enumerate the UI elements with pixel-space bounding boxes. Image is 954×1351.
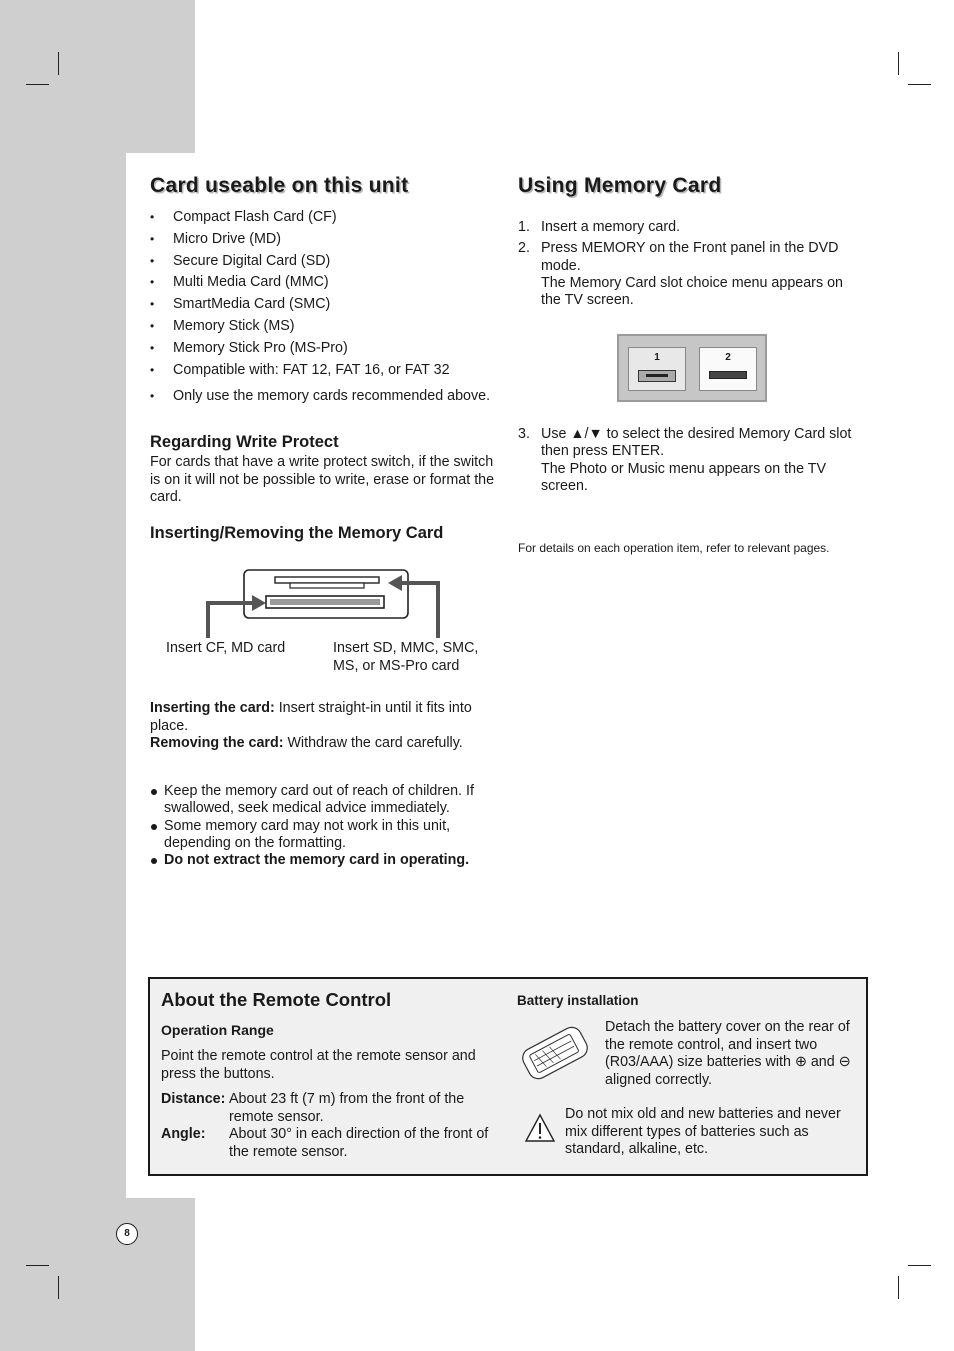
crop-mark [908,1265,931,1266]
inserting-text: Insert straight-in until it fits into place. [150,700,472,734]
crop-mark [908,84,931,85]
step-number: 2. [518,240,530,257]
list-item: • SmartMedia Card (SMC) [150,294,500,316]
list-item: • Micro Drive (MD) [150,229,500,251]
distance-label: Distance: [161,1091,226,1107]
warning-icon [524,1113,556,1143]
steps-list-continued [518,426,858,499]
list-item: Keep the memory card out of reach of children. If swallowed, seek medical advice immediately. [150,783,485,818]
using-memory-card-heading: Using Memory Card [518,174,722,197]
only-use-note [150,386,510,408]
step-item [518,240,858,309]
battery-installation-title: Battery installation [517,993,639,1008]
battery-compartment-icon [519,1023,591,1083]
removing-label: Removing the card: [150,735,284,751]
step-note: The Memory Card slot choice menu appears on the TV screen. [541,274,843,309]
step-number: 1. [518,219,530,235]
distance-text: About 23 ft (7 m) from the front of the remote sensor. [229,1091,465,1125]
step-text: Press MEMORY on the Front panel in the DVD mode. [541,240,839,274]
crop-mark [898,1276,899,1299]
list-item: Do not extract the memory card in operating. [150,852,485,869]
step-item [518,426,858,495]
card-slot-diagram [200,566,450,642]
crop-mark [26,1265,49,1266]
slot-choice-menu [617,334,767,402]
steps-list [518,219,858,313]
step-text: Insert a memory card. [541,219,681,235]
sd-slot-icon [709,371,747,379]
insert-remove-instructions [150,700,495,753]
inserting-label: Inserting the card: [150,700,275,716]
remote-control-box [148,977,868,1176]
removing-text: Withdraw the card carefully. [283,735,463,751]
list-item: • Memory Stick Pro (MS-Pro) [150,338,500,360]
card-usable-heading: Card useable on this unit [150,174,409,197]
remote-title: About the Remote Control [161,989,392,1010]
list-item: • Compatible with: FAT 12, FAT 16, or FAT 32 [150,360,500,382]
step-item [518,219,858,236]
page-number: 8 [116,1223,138,1245]
cf-slot-icon [638,370,676,382]
sidebar-background-top [0,0,195,153]
slot-number: 2 [725,352,731,363]
inserting-title: Inserting/Removing the Memory Card [150,524,444,542]
insert-cf-label: Insert CF, MD card [166,640,286,656]
list-item: • Multi Media Card (MMC) [150,272,500,294]
battery-warning-text: Do not mix old and new batteries and never mix different types of batteries such as standard, alkaline, etc. [565,1106,841,1157]
list-item: • Compact Flash Card (CF) [150,207,500,229]
list-item: • Memory Stick (MS) [150,316,500,338]
crop-mark [58,1276,59,1299]
slot-option-2[interactable] [699,347,757,391]
angle-label: Angle: [161,1126,206,1142]
battery-installation-text: Detach the battery cover on the rear of the remote control, and insert two (R03/AAA) size batteries with ⊕ and ⊖ aligned correctly. [605,1019,851,1088]
crop-mark [898,52,899,75]
step-note: The Photo or Music menu appears on the TV screen. [541,460,827,494]
compatible-card-list [150,207,500,381]
slot-option-1[interactable] [628,347,686,391]
list-item: Some memory card may not work in this unit, depending on the formatting. [150,818,485,853]
operation-range-title: Operation Range [161,1022,274,1038]
write-protect-text: For cards that have a write protect switch, if the switch is on it will not be possible to write, erase or format the card. [150,454,495,505]
write-protect-title: Regarding Write Protect [150,433,339,451]
insert-sd-label: Insert SD, MMC, SMC, MS, or MS-Pro card [333,640,479,674]
sidebar-background-left [0,153,126,1198]
details-note: For details on each operation item, refer to relevant pages. [518,541,830,555]
step-number: 3. [518,426,530,442]
crop-mark [26,84,49,85]
angle-text: About 30° in each direction of the front of the remote sensor. [229,1126,489,1160]
list-item: • Only use the memory cards recommended above. [150,386,510,408]
step-text: Use ▲/▼ to select the desired Memory Card slot then press ENTER. [541,426,852,460]
slot-number: 1 [654,352,660,363]
list-item: • Secure Digital Card (SD) [150,251,500,273]
sidebar-background-bottom [0,1198,195,1351]
caution-notes [150,783,485,869]
operation-range-text: Point the remote control at the remote sensor and press the buttons. [161,1048,476,1082]
crop-mark [58,52,59,75]
